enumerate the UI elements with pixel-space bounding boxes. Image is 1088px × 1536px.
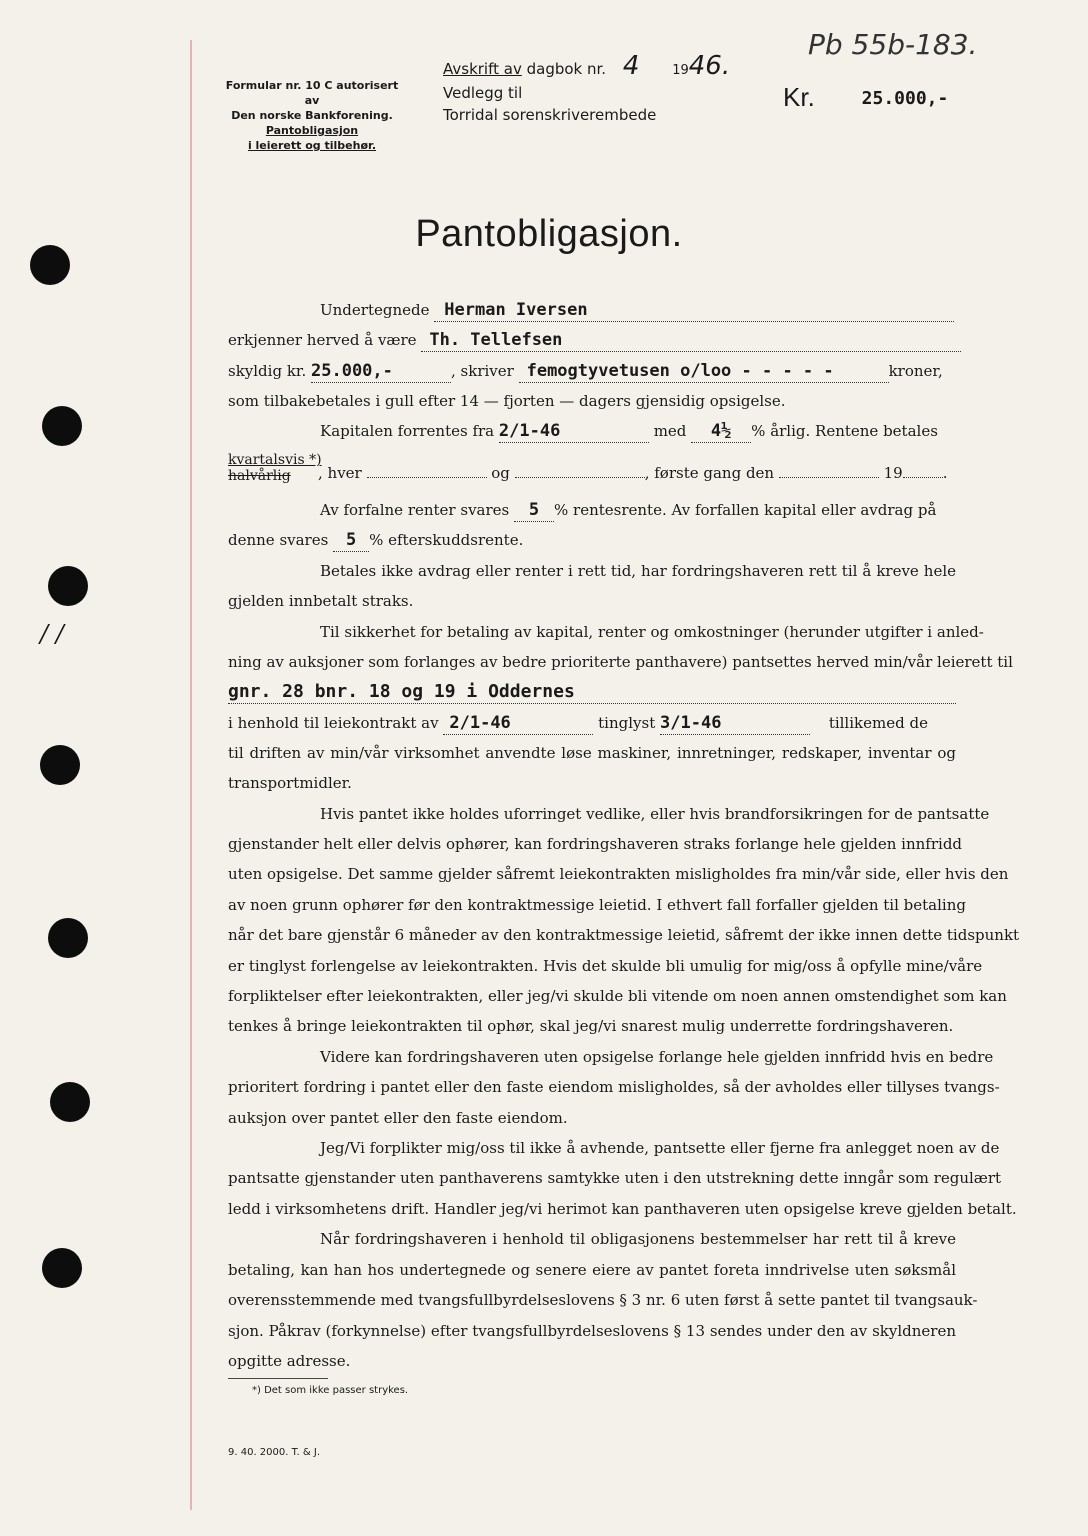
paragraph-security: ning av auksjoner som forlanges av bedre prioriterte panthavere) pantsettes herved min/vår leierett til — [228, 653, 1013, 671]
form-subtype: i leierett og tilbehør. — [247, 139, 377, 152]
property-description: gnr. 28 bnr. 18 og 19 i Oddernes — [228, 681, 956, 704]
paragraph-enforcement: overensstemmende med tvangsfullbyrdelseslovens § 3 nr. 6 uten først å sette pantet til tvangsauk- — [228, 1291, 978, 1309]
paragraph-maintenance: når det bare gjenstår 6 måneder av den kontraktmessige leietid, såfremt der ikke innen dette tidspunkt — [228, 926, 1020, 944]
punch-hole — [48, 918, 88, 958]
nitten-label: 19 — [883, 464, 903, 482]
form-authorization: Formular nr. 10 C autorisert av — [225, 79, 399, 107]
margin-rule — [190, 40, 192, 1510]
paragraph-maintenance: uten opsigelse. Det samme gjelder såfremt leiekontrakten misligholdes fra min/vår side, eller hvis den — [228, 865, 1009, 883]
form-authority: Den norske Bankforening. — [231, 109, 393, 122]
paragraph-maintenance: Hvis pantet ikke holdes uforringet vedlike, eller hvis brandforsikringen for de pantsatte — [320, 805, 990, 823]
forfalne-label: Av forfalne renter svares — [320, 501, 510, 519]
paragraph-priority-end: auksjon over pantet eller den faste eiendom. — [228, 1109, 568, 1127]
paragraph-enforcement: Når fordringshaveren i henhold til obligasjonens bestemmelser har rett til å kreve — [320, 1230, 956, 1248]
year-prefix: 19 — [672, 63, 689, 78]
denne-label: denne svares — [228, 531, 329, 549]
creditor-name: Th. Tellefsen — [421, 329, 961, 352]
margin-note: / / — [40, 620, 64, 648]
rentesrente-rate: 5 — [514, 499, 554, 522]
archive-reference: Pb 55b-183. — [808, 28, 978, 61]
punch-hole — [48, 566, 88, 606]
paragraph-maintenance: er tinglyst forlengelse av leiekontrakten. Hvis det skulde bli umulig for mig/oss å opfylle mine/våre — [228, 957, 983, 975]
punch-hole — [50, 1082, 90, 1122]
efterskudd-rate: 5 — [333, 529, 369, 552]
skriver-label: , skriver — [451, 362, 514, 380]
forste-label: , første gang den — [644, 464, 775, 482]
paragraph-obligation: Jeg/Vi forplikter mig/oss til ikke å avhende, pantsette eller fjerne fra anlegget noen av de — [320, 1139, 1000, 1157]
registered-date: 3/1-46 — [660, 712, 810, 735]
forrentes-label: Kapitalen forrentes fra — [320, 422, 495, 440]
printer-mark: 9. 40. 2000. T. & J. — [228, 1447, 320, 1458]
rate-suffix: % årlig. Rentene betales — [751, 422, 938, 440]
efterskudd-text: % efterskuddsrente. — [369, 531, 524, 549]
paragraph-maintenance: av noen grunn ophører før den kontraktmessige leietid. I ethvert fall forfaller gjelden til betaling — [228, 896, 966, 914]
dagbok-label: dagbok nr. — [526, 60, 607, 78]
paragraph-enforcement: sjon. Påkrav (forkynnelse) efter tvangsfullbyrdelseslovens § 13 sendes under den av skyldneren — [228, 1322, 956, 1340]
paragraph-security-end: transportmidler. — [228, 774, 352, 792]
year-blank — [903, 477, 943, 478]
paragraph-enforcement-end: opgitte adresse. — [228, 1352, 351, 1370]
debt-amount: 25.000,- — [311, 360, 451, 383]
henhold-label: i henhold til leiekontrakt av — [228, 714, 439, 732]
paragraph-obligation: pantsatte gjenstander uten panthaverens samtykke uten i den utstrekning dette inngår som regulært — [228, 1169, 1002, 1187]
punch-hole — [40, 745, 80, 785]
forste-blank — [779, 477, 879, 478]
og-label: og — [491, 464, 510, 482]
vedlegg-label: Vedlegg til — [443, 84, 523, 102]
paragraph-maintenance: gjenstander helt eller delvis ophører, kan fordringshaveren straks forlange hele gjelden innfridd — [228, 835, 963, 853]
interest-from-date: 2/1-46 — [499, 420, 649, 443]
hver-blank — [367, 477, 487, 478]
kvartalsvis-option: kvartalsvis *) — [228, 452, 322, 468]
punch-hole — [42, 406, 82, 446]
interest-rate: 4½ — [691, 420, 751, 443]
erkjenner-label: erkjenner herved å være — [228, 331, 417, 349]
paragraph-maintenance-end: tenkes å bringe leiekontrakten til ophør, skal jeg/vi snarest mulig underrette fordringshaveren. — [228, 1017, 954, 1035]
paragraph-default: Betales ikke avdrag eller renter i rett tid, har fordringshaveren rett til å kreve hele — [320, 562, 956, 580]
paragraph-maintenance: forpliktelser efter leiekontrakten, eller jeg/vi skulde bli vitende om noen annen omstendighet som kan — [228, 987, 1007, 1005]
paragraph-security: til driften av min/vår virksomhet anvendte løse maskiner, innretninger, redskaper, inventar og — [228, 744, 956, 762]
footnote-rule — [228, 1378, 328, 1379]
debtor-name: Herman Iversen — [434, 299, 954, 322]
tillikemed-label: tillikemed de — [828, 714, 928, 732]
year-handwritten: 46. — [688, 51, 731, 81]
office-name: Torridal sorenskriverembede — [443, 106, 657, 124]
og-blank — [515, 477, 645, 478]
halvaarlig-option: halvårlig — [228, 468, 291, 484]
undertegnede-label: Undertegnede — [320, 301, 430, 319]
footnote: *) Det som ikke passer strykes. — [252, 1385, 409, 1396]
amount-in-words: femogtyvetusen o/loo - - - - - — [519, 360, 889, 383]
lease-date: 2/1-46 — [443, 712, 593, 735]
paragraph-security: Til sikkerhet for betaling av kapital, renter og omkostninger (herunder utgifter i anled- — [320, 623, 984, 641]
hver-label: , hver — [318, 464, 362, 482]
paragraph-priority: prioritert fordring i pantet eller den faste eiendom misligholdes, så der avholdes eller tillyses tvangs- — [228, 1078, 1000, 1096]
tinglyst-label: tinglyst — [598, 714, 656, 732]
form-type: Pantobligasjon — [265, 124, 359, 137]
document-title: Pantobligasjon. — [415, 213, 683, 255]
punch-hole — [42, 1248, 82, 1288]
skyldig-label: skyldig kr. — [228, 362, 307, 380]
kr-label: Kr. — [783, 82, 815, 112]
kroner-label: kroner, — [888, 362, 943, 380]
forfalne-text: % rentesrente. Av forfallen kapital eller avdrag på — [554, 501, 937, 519]
paragraph-obligation-end: ledd i virksomhetens drift. Handler jeg/vi herimot kan panthaveren uten opsigelse kreve gjelden betalt. — [228, 1200, 1017, 1218]
form-header — [222, 78, 402, 153]
paragraph-default-end: gjelden innbetalt straks. — [228, 592, 414, 610]
dagbok-number: 4 — [622, 51, 640, 81]
kr-amount: 25.000,- — [861, 88, 949, 109]
med-label: med — [653, 422, 687, 440]
avskrift-label: Avskrift av — [443, 60, 522, 78]
repayment-terms: som tilbakebetales i gull efter 14 — fjorten — dagers gjensidig opsigelse. — [228, 392, 786, 410]
period-options — [228, 452, 322, 484]
paragraph-enforcement: betaling, kan han hos undertegnede og senere eiere av pantet foreta inndrivelse uten søksmål — [228, 1261, 956, 1279]
registry-stamp — [443, 51, 731, 126]
paragraph-priority: Videre kan fordringshaveren uten opsigelse forlange hele gjelden innfridd hvis en bedre — [320, 1048, 994, 1066]
